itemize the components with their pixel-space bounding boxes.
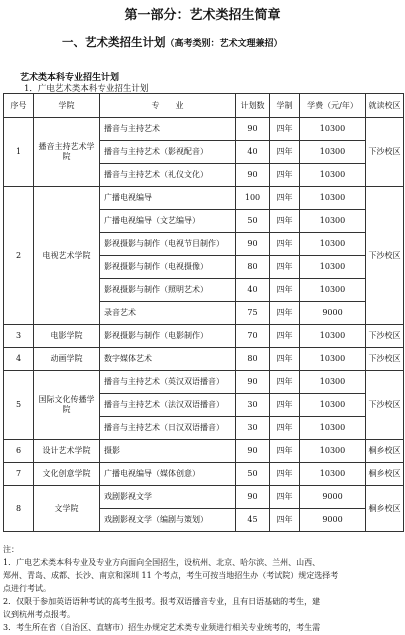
college-cell: 电影学院 [34,325,100,348]
plan-count-cell: 70 [236,325,270,348]
college-cell: 文化创意学院 [34,463,100,486]
campus-cell: 桐乡校区 [366,486,404,532]
note-line: 3．考生所在省（自治区、直辖市）招生办规定艺术类专业须进行相关专业统考的，考生需 [3,623,321,632]
tuition-cell: 10300 [300,371,366,394]
column-header: 学费（元/年） [300,94,366,118]
note-line: 2．仅限于参加英语语种考试的高考生报考。报考双语播音专业，且有日语基础的考生，建 [3,597,321,606]
college-cell: 文学院 [34,486,100,532]
duration-cell: 四年 [270,279,300,302]
row-number-cell: 1 [4,118,34,187]
duration-cell: 四年 [270,325,300,348]
column-header: 就读校区 [366,94,404,118]
major-cell: 戏剧影视文学（编剧与策划） [100,509,236,532]
duration-cell: 四年 [270,118,300,141]
tuition-cell: 10300 [300,440,366,463]
major-cell: 影视摄影与制作（电视摄像） [100,256,236,279]
tuition-cell: 10300 [300,187,366,210]
subtitle-note: （高考类别：艺术文理兼招） [165,39,283,49]
table-row [4,187,404,210]
major-cell: 戏剧影视文学 [100,486,236,509]
table-row [4,348,404,371]
row-number-cell: 3 [4,325,34,348]
duration-cell: 四年 [270,509,300,532]
campus-cell: 下沙校区 [366,118,404,187]
notes-block [3,543,403,634]
column-header: 专 业 [100,94,236,118]
major-cell: 摄影 [100,440,236,463]
campus-cell: 桐乡校区 [366,440,404,463]
row-number-cell: 4 [4,348,34,371]
duration-cell: 四年 [270,348,300,371]
plan-count-cell: 90 [236,486,270,509]
major-cell: 数字媒体艺术 [100,348,236,371]
tuition-cell: 10300 [300,118,366,141]
major-cell: 播音与主持艺术（英汉双语播音） [100,371,236,394]
column-header: 序号 [4,94,34,118]
major-cell: 录音艺术 [100,302,236,325]
duration-cell: 四年 [270,256,300,279]
section-heading: 艺术类本科专业招生计划 [20,73,120,83]
row-number-cell: 7 [4,463,34,486]
plan-count-cell: 90 [236,440,270,463]
college-cell: 设计艺术学院 [34,440,100,463]
duration-cell: 四年 [270,440,300,463]
note-line: 1．广电艺术类本科专业及专业方向面向全国招生，设杭州、北京、哈尔滨、兰州、山西、 [3,558,321,567]
table-row [4,486,404,509]
college-cell: 电视艺术学院 [34,187,100,325]
major-cell: 播音与主持艺术（礼仪文化） [100,164,236,187]
major-cell: 影视摄影与制作（电视节目制作） [100,233,236,256]
duration-cell: 四年 [270,210,300,233]
table-row [4,463,404,486]
page-title: 第一部分：艺术类招生简章 [124,8,281,23]
plan-count-cell: 80 [236,256,270,279]
column-header: 计划数 [236,94,270,118]
plan-count-cell: 50 [236,463,270,486]
plan-count-cell: 50 [236,210,270,233]
tuition-cell: 9000 [300,509,366,532]
plan-count-cell: 30 [236,417,270,440]
college-cell: 播音主持艺术学院 [34,118,100,187]
tuition-cell: 10300 [300,325,366,348]
major-cell: 广播电视编导 [100,187,236,210]
plan-count-cell: 40 [236,279,270,302]
note-line: 点进行考试。 [3,584,51,593]
subsection-heading: 1．广电艺术类本科专业招生计划 [24,84,149,94]
major-cell: 广播电视编导（媒体创意） [100,463,236,486]
table-row [4,371,404,394]
column-header: 学院 [34,94,100,118]
table-header-row [4,94,404,118]
plan-count-cell: 100 [236,187,270,210]
duration-cell: 四年 [270,187,300,210]
tuition-cell: 10300 [300,279,366,302]
college-cell: 动画学院 [34,348,100,371]
college-cell: 国际文化传播学院 [34,371,100,440]
enrollment-plan-table [3,93,404,532]
duration-cell: 四年 [270,302,300,325]
major-cell: 播音与主持艺术（影视配音） [100,141,236,164]
major-cell: 播音与主持艺术（日汉双语播音） [100,417,236,440]
plan-count-cell: 90 [236,371,270,394]
duration-cell: 四年 [270,417,300,440]
tuition-cell: 10300 [300,463,366,486]
tuition-cell: 10300 [300,210,366,233]
duration-cell: 四年 [270,233,300,256]
tuition-cell: 10300 [300,417,366,440]
campus-cell: 下沙校区 [366,325,404,348]
duration-cell: 四年 [270,371,300,394]
section-subtitle [62,34,283,50]
campus-cell: 下沙校区 [366,187,404,325]
notes-label: 注： [3,545,19,554]
duration-cell: 四年 [270,463,300,486]
plan-count-cell: 40 [236,141,270,164]
major-cell: 广播电视编导（文艺编导） [100,210,236,233]
plan-count-cell: 90 [236,118,270,141]
campus-cell: 下沙校区 [366,371,404,440]
campus-cell: 下沙校区 [366,348,404,371]
plan-count-cell: 80 [236,348,270,371]
major-cell: 播音与主持艺术 [100,118,236,141]
tuition-cell: 10300 [300,394,366,417]
row-number-cell: 6 [4,440,34,463]
tuition-cell: 10300 [300,233,366,256]
duration-cell: 四年 [270,164,300,187]
column-header: 学制 [270,94,300,118]
campus-cell: 桐乡校区 [366,463,404,486]
major-cell: 播音与主持艺术（法汉双语播音） [100,394,236,417]
tuition-cell: 9000 [300,486,366,509]
duration-cell: 四年 [270,141,300,164]
table-row [4,325,404,348]
row-number-cell: 2 [4,187,34,325]
tuition-cell: 10300 [300,141,366,164]
row-number-cell: 8 [4,486,34,532]
row-number-cell: 5 [4,371,34,440]
note-line: 郑州、青岛、成都、长沙、南京和深圳 11 个考点，考生可按当地招生办（考试院）规定选择考 [3,571,339,580]
tuition-cell: 9000 [300,302,366,325]
plan-count-cell: 30 [236,394,270,417]
major-cell: 影视摄影与制作（电影制作） [100,325,236,348]
note-line: 议到杭州考点报考。 [3,610,75,619]
table-row [4,440,404,463]
plan-count-cell: 75 [236,302,270,325]
tuition-cell: 10300 [300,348,366,371]
plan-count-cell: 45 [236,509,270,532]
major-cell: 影视摄影与制作（照明艺术） [100,279,236,302]
table-row [4,118,404,141]
tuition-cell: 10300 [300,256,366,279]
plan-count-cell: 90 [236,164,270,187]
plan-count-cell: 90 [236,233,270,256]
subtitle-text: 一、艺术类招生计划 [62,35,166,49]
tuition-cell: 10300 [300,164,366,187]
duration-cell: 四年 [270,394,300,417]
duration-cell: 四年 [270,486,300,509]
